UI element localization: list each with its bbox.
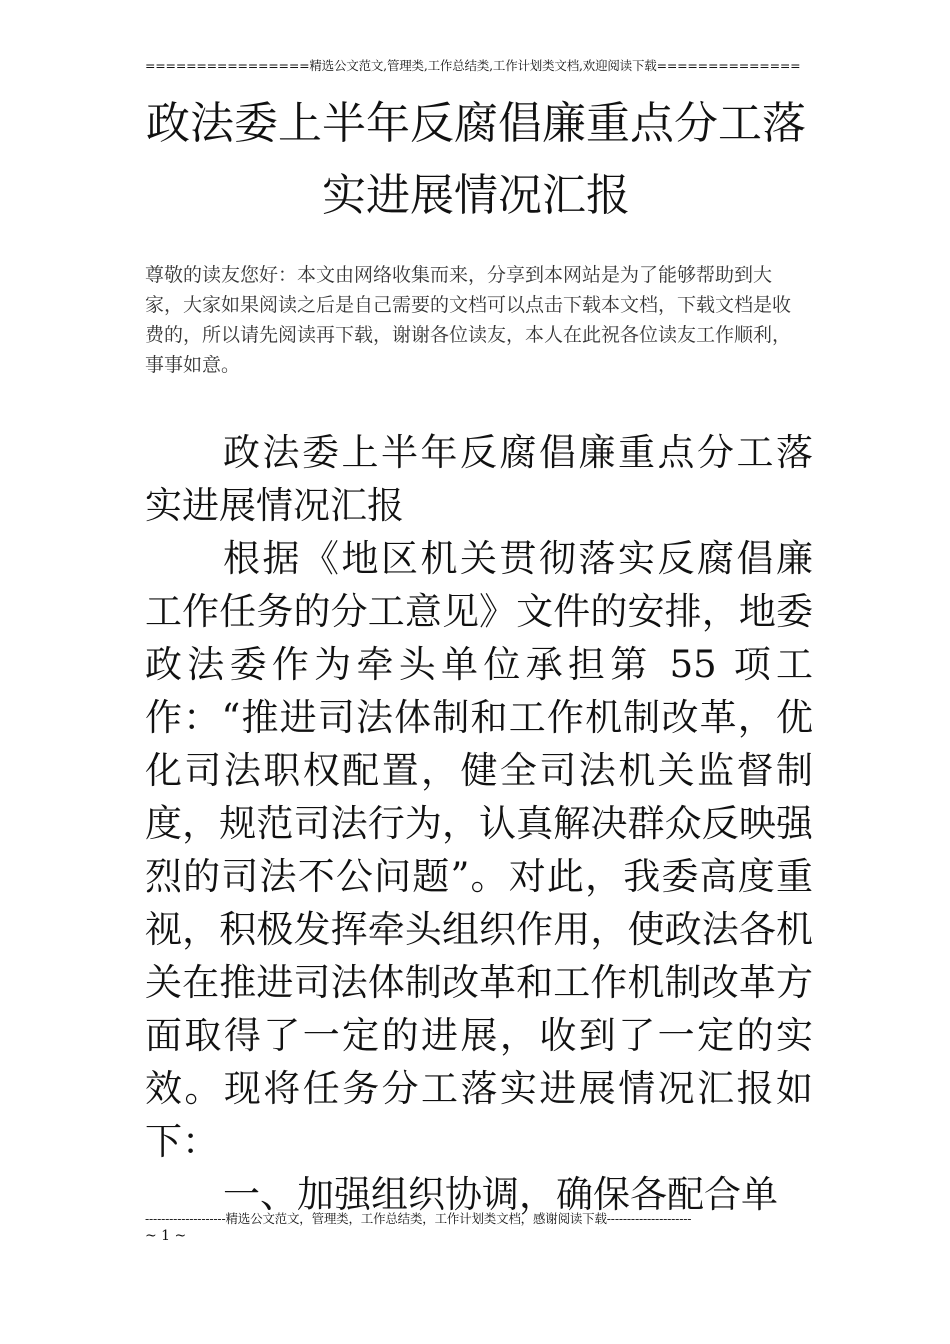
- footer-banner: --------------------精选公文范文，管理类，工作总结类，工作计划类文档，感谢阅读下载---------------------: [145, 1211, 692, 1226]
- reader-notice: 尊敬的读友您好：本文由网络收集而来，分享到本网站是为了能够帮助到大家，大家如果阅读之后是自己需要的文档可以点击下载本文档，下载文档是收费的，所以请先阅读再下载，谢谢各位读友，本人在此祝各位读友工作顺利，事事如意。: [145, 264, 792, 376]
- body-paragraph-section-heading: 一、加强组织协调，确保各配合单: [223, 1173, 778, 1216]
- body-paragraph-title: 政法委上半年反腐倡廉重点分工落实进展情况汇报: [145, 431, 813, 527]
- title-line-2: 实进展情况汇报: [322, 170, 630, 221]
- page-number: ~ 1 ~: [145, 1228, 187, 1244]
- title-line-1: 政法委上半年反腐倡廉重点分工落: [146, 98, 806, 149]
- document-body: [145, 426, 813, 1221]
- body-paragraph-intro: 根据《地区机关贯彻落实反腐倡廉工作任务的分工意见》文件的安排，地委政法委作为牵头单位承担第 55 项工作：“推进司法体制和工作机制改革，优化司法职权配置，健全司法机关监督制度，规范司法行为，认真解决群众反映强烈的司法不公问题”。对此，我委高度重视，积极发挥牵头组织作用，使政法各机关在推进司法体制改革和工作机制改革方面取得了一定的进展，收到了一定的实效。现将任务分工落实进展情况汇报如下：: [145, 537, 813, 1163]
- document-title: [145, 88, 807, 232]
- header-banner: ================精选公文范文,管理类,工作总结类,工作计划类文档,欢迎阅读下载==============: [145, 58, 801, 73]
